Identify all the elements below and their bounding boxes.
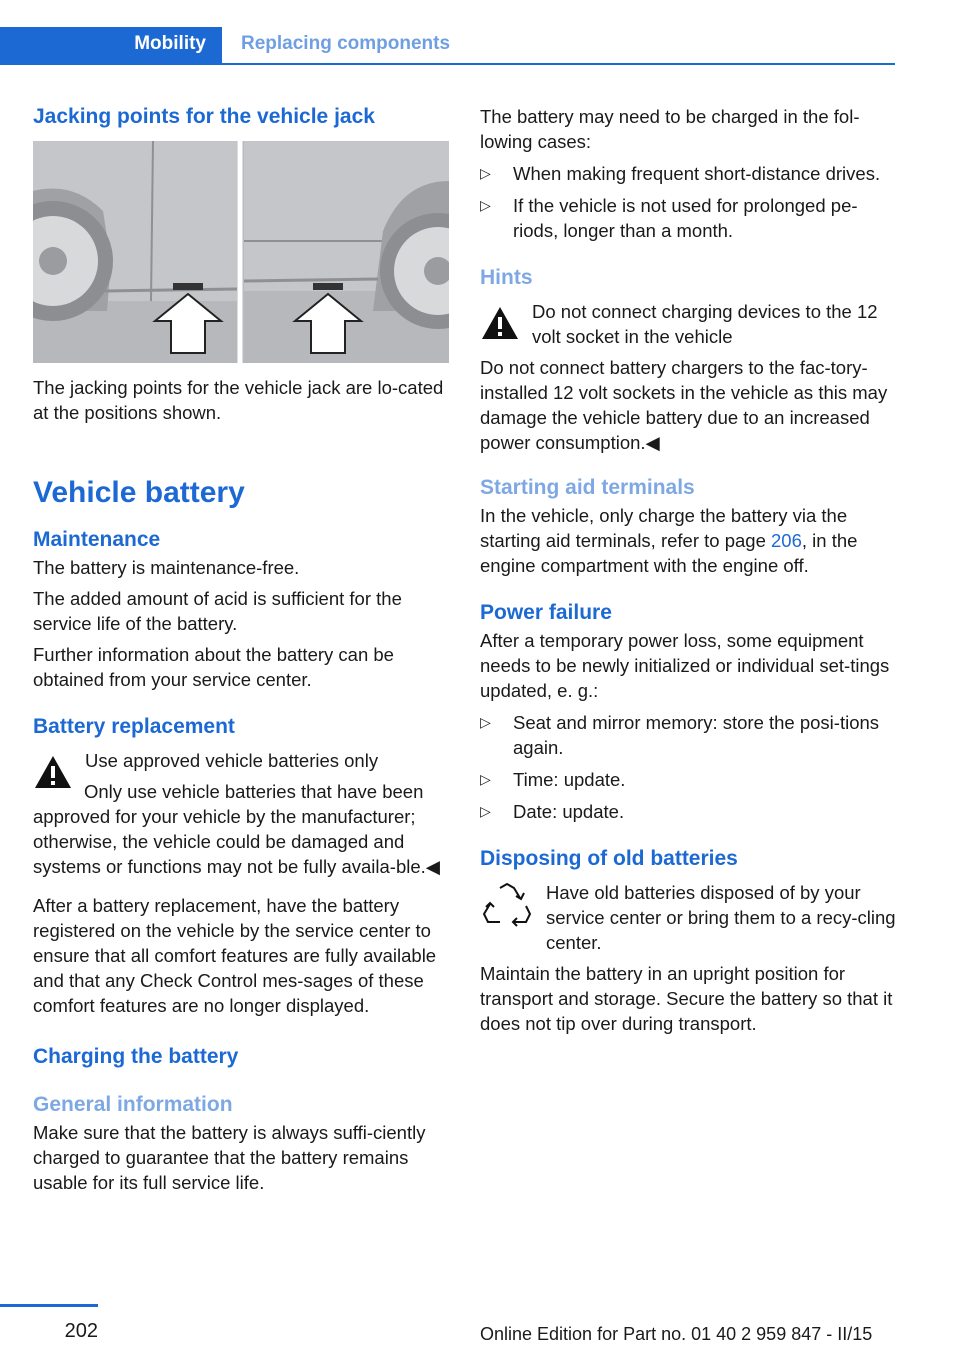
page-header (0, 27, 895, 65)
hints-body: Do not connect battery chargers to the fac‐tory-installed 12 volt sockets in the vehicle as this may damage the vehicle battery due to an increased power consumption.◀ (480, 357, 888, 453)
battery-warning-body: Only use vehicle batteries that have been approved for your vehicle by the manufacturer; otherwise, the vehicle could be damaged and systems or functions may not be fully availa‐ble.◀ (33, 781, 441, 877)
starting-aid-terminals-heading: Starting aid terminals (480, 476, 695, 499)
battery-warning-notice (33, 748, 449, 773)
hints-warning-title: Do not connect charging devices to the 12 volt socket in the vehicle (532, 301, 878, 347)
list-item: ▷ Time: update. (480, 769, 626, 790)
battery-replacement-paragraph: After a battery replacement, have the battery registered on the vehicle by the service center to ensure that all comfort features are fully available and that any Check Control mes‐sages of these comfort features are no longer displayed. (33, 895, 437, 1016)
recycling-notice (480, 880, 896, 955)
edition-footer: Online Edition for Part no. 01 40 2 959 847 - II/15 (480, 1324, 873, 1344)
maintenance-paragraph-1: The battery is maintenance-free. (33, 557, 300, 578)
list-item: ▷ When making frequent short-distance drives. (480, 163, 881, 184)
starting-aid-terminals-paragraph: In the vehicle, only charge the battery via the starting aid terminals, refer to page 206, in the engine compartment with the engine off. (480, 505, 858, 576)
vehicle-battery-heading: Vehicle battery (33, 476, 245, 509)
bullet-triangle-icon: ▷ (480, 714, 491, 730)
list-item: ▷ Date: update. (480, 801, 625, 822)
maintenance-paragraph-3: Further information about the battery can be obtained from your service center. (33, 644, 394, 690)
charging-battery-heading: Charging the battery (33, 1045, 239, 1068)
list-item: ▷ Seat and mirror memory: store the posi‐tions again. (480, 712, 880, 758)
power-failure-paragraph: After a temporary power loss, some equipment needs to be newly initialized or individual set‐tings updated, e. g.: (480, 630, 890, 701)
jacking-points-caption: The jacking points for the vehicle jack are lo‐cated at the positions shown. (33, 377, 444, 423)
power-failure-heading: Power failure (480, 601, 612, 624)
power-failure-list (480, 710, 896, 824)
footer-rule (0, 1304, 98, 1307)
bullet-triangle-icon: ▷ (480, 165, 491, 181)
hints-heading: Hints (480, 266, 533, 289)
general-information-heading: General information (33, 1093, 233, 1116)
right-column (480, 96, 896, 1036)
jacking-points-illustration (33, 141, 449, 363)
page-number: 202 (64, 1320, 98, 1342)
bullet-triangle-icon: ▷ (480, 803, 491, 819)
disposing-paragraph: Maintain the battery in an upright position for transport and storage. Secure the battery so that it does not tip over during transport. (480, 963, 893, 1034)
bullet-triangle-icon: ▷ (480, 197, 491, 213)
warning-icon (480, 305, 520, 341)
jacking-points-figure (33, 141, 449, 363)
left-column (33, 96, 449, 1195)
general-information-paragraph: Make sure that the battery is always suffi‐ciently charged to guarantee that the battery remains usable for its full service life. (33, 1122, 426, 1193)
warning-icon (33, 754, 73, 790)
disposing-batteries-heading: Disposing of old batteries (480, 847, 738, 870)
list-item: ▷ If the vehicle is not used for prolonged pe‐riods, longer than a month. (480, 195, 858, 241)
page-206-link[interactable]: 206 (771, 530, 802, 551)
recycling-notice-text: Have old batteries disposed of by your service center or bring them to a recy‐cling center. (546, 882, 896, 953)
charging-cases-intro: The battery may need to be charged in the fol‐lowing cases: (480, 106, 860, 152)
hints-warning-notice (480, 299, 896, 349)
maintenance-heading: Maintenance (33, 528, 161, 551)
charging-cases-list (480, 161, 896, 243)
recycling-icon (480, 882, 534, 932)
bullet-triangle-icon: ▷ (480, 771, 491, 787)
header-subsection-replacing-components[interactable]: Replacing components (241, 33, 451, 54)
battery-warning-title: Use approved vehicle batteries only (85, 750, 379, 771)
jacking-points-heading: Jacking points for the vehicle jack (33, 105, 375, 128)
header-section-mobility[interactable]: Mobility (0, 27, 222, 63)
maintenance-paragraph-2: The added amount of acid is sufficient for the service life of the battery. (33, 588, 402, 634)
battery-replacement-heading: Battery replacement (33, 715, 235, 738)
